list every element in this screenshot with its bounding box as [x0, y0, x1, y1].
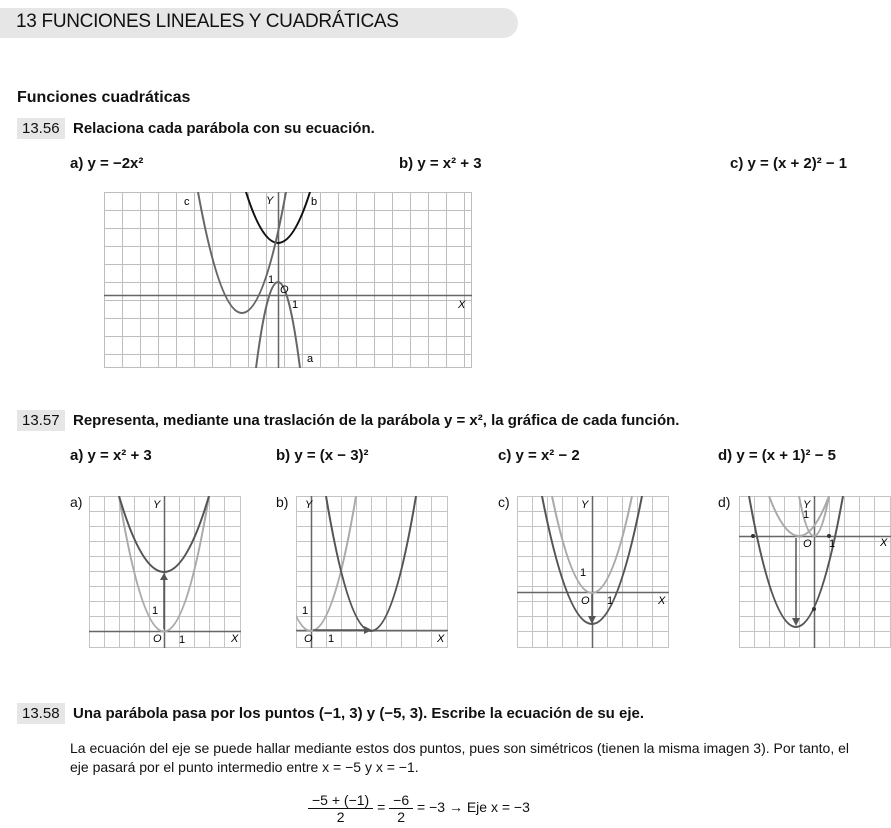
option-equation: y = (x + 1)² − 5 [736, 447, 836, 464]
y-tick-label: 1 [580, 567, 587, 579]
y-axis-label: Y [803, 499, 811, 511]
y-axis-label: Y [305, 499, 313, 511]
ex56-option-b [399, 155, 482, 172]
graph-a-label: a) [70, 494, 83, 510]
grid [296, 496, 448, 648]
fraction-numerator: −5 + (−1) [308, 792, 373, 809]
option-equation: y = x² + 3 [87, 447, 152, 464]
fraction-1 [308, 792, 373, 825]
section-title: Funciones cuadráticas [17, 89, 191, 106]
y-tick-label: 1 [803, 509, 810, 521]
ex57-graph-a [89, 496, 241, 648]
ex57-graph-d [739, 496, 891, 648]
ex56-option-a [70, 155, 143, 172]
solution-line-1: La ecuación del eje se puede hallar mediante estos dos puntos, pues son simétricos (tienen la misma imagen 3). Por tanto, el [70, 740, 849, 756]
fraction-2 [389, 792, 413, 825]
arrow-head [364, 626, 372, 634]
option-equation: y = −2x² [87, 155, 144, 172]
x-tick-label: 1 [179, 634, 186, 646]
option-label: c) [730, 155, 744, 172]
formula-result: = −3 → Eje x = −3 [417, 799, 530, 816]
y-axis-label: Y [581, 499, 589, 511]
solution-text [70, 739, 885, 777]
exercise-number: 13.58 [17, 703, 65, 724]
grid [104, 192, 472, 368]
x-tick-label: 1 [328, 633, 335, 645]
graph-c-label: c) [498, 494, 510, 510]
x-tick-label: 1 [292, 299, 299, 311]
option-label: c) [498, 447, 512, 464]
graph-b-label: b) [276, 494, 289, 510]
y-tick-label: 1 [302, 605, 309, 617]
curve-label-b: b [311, 196, 318, 208]
option-label: d) [718, 447, 733, 464]
point [751, 534, 755, 538]
origin-label: O [304, 633, 313, 645]
fraction-numerator: −6 [389, 792, 413, 809]
option-label: a) [70, 155, 84, 172]
ex57-option-d [718, 447, 836, 464]
exercise-prompt: Relaciona cada parábola con su ecuación. [73, 120, 375, 137]
curve-label-c: c [184, 196, 190, 208]
option-equation: y = (x − 3)² [294, 447, 369, 464]
origin-label: O [581, 595, 590, 607]
fraction-denominator: 2 [397, 809, 406, 825]
option-label: b) [399, 155, 414, 172]
x-tick-label: 1 [829, 538, 836, 550]
graph-d-label: d) [718, 494, 731, 510]
y-axis-label: Y [153, 499, 161, 511]
curve-label-a: a [307, 353, 314, 365]
exercise-prompt: Representa, mediante una traslación de la parábola y = x², la gráfica de cada función. [73, 412, 680, 429]
exercise-13-56-header [17, 120, 375, 138]
solution-line-2: eje pasará por el punto intermedio entre x = −5 y x = −1. [70, 759, 419, 775]
x-tick-label: 1 [607, 595, 614, 607]
option-equation: y = x² + 3 [417, 155, 482, 172]
ex57-graph-c [517, 496, 669, 648]
arrow-head [792, 618, 800, 626]
exercise-13-57-header [17, 412, 679, 430]
solution-formula [308, 792, 530, 825]
equals-sign: = [377, 799, 386, 816]
ex56-graph [104, 192, 472, 368]
x-axis-label: X [231, 633, 239, 645]
option-label: a) [70, 447, 84, 464]
point [812, 607, 816, 611]
y-tick-label: 1 [152, 605, 159, 617]
y-axis-label: Y [266, 195, 274, 207]
option-label: b) [276, 447, 291, 464]
option-equation: y = (x + 2)² − 1 [747, 155, 848, 172]
arrow-head [160, 573, 168, 580]
ex57-option-a [70, 447, 152, 464]
y-tick-label: 1 [268, 274, 275, 286]
ex57-graph-b [296, 496, 448, 648]
exercise-13-58-header [17, 705, 644, 723]
ex56-option-c [730, 155, 847, 172]
fraction-denominator: 2 [336, 809, 345, 825]
chapter-title: 13 FUNCIONES LINEALES Y CUADRÁTICAS [16, 11, 399, 32]
origin-label: O [153, 633, 162, 645]
exercise-number: 13.56 [17, 118, 65, 139]
origin-label: O [280, 284, 289, 296]
exercise-number: 13.57 [17, 410, 65, 431]
x-axis-label: X [658, 595, 666, 607]
x-axis-label: X [880, 537, 888, 549]
ex57-option-b [276, 447, 369, 464]
ex57-option-c [498, 447, 580, 464]
option-equation: y = x² − 2 [515, 447, 580, 464]
x-axis-label: X [437, 633, 445, 645]
exercise-prompt: Una parábola pasa por los puntos (−1, 3) y (−5, 3). Escribe la ecuación de su eje. [73, 705, 645, 722]
x-axis-label: X [458, 299, 466, 311]
origin-label: O [803, 538, 812, 550]
